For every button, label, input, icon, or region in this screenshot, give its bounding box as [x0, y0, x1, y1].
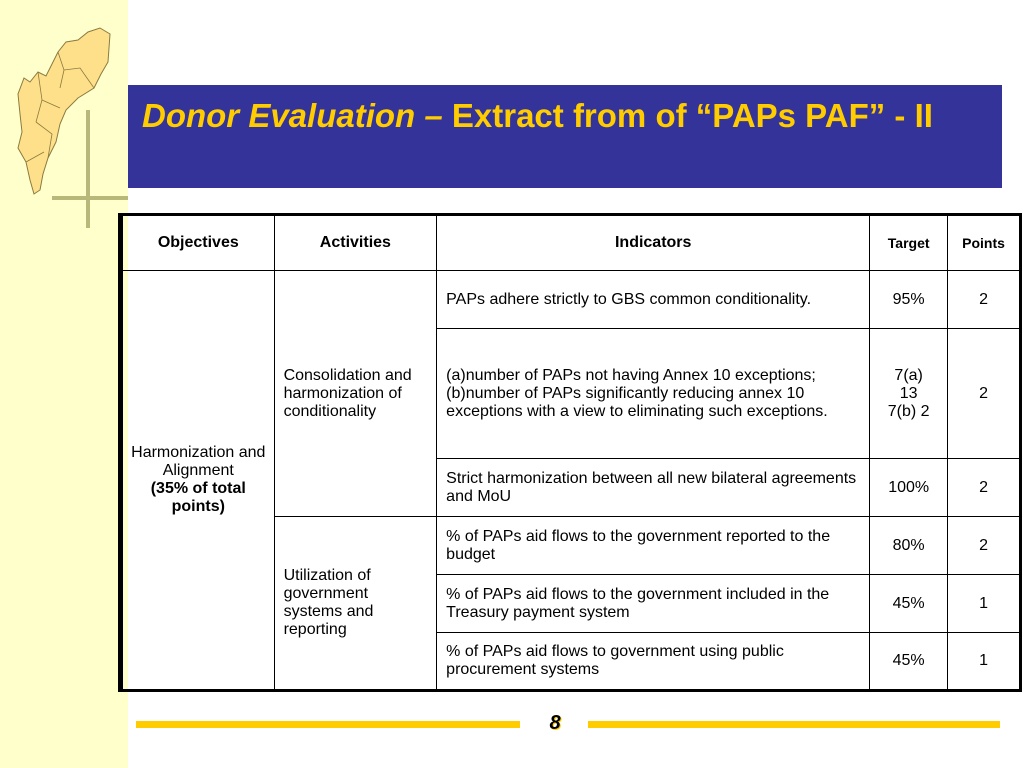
points-cell: 2 [948, 271, 1021, 329]
paf-table [118, 213, 1022, 692]
header-points: Points [948, 215, 1021, 271]
target-b: 7(b) 2 [887, 402, 930, 420]
target-cell: 80% [870, 517, 948, 575]
target-a: 7(a) [894, 366, 923, 384]
objective-weight: (35% of total points) [150, 480, 246, 515]
points-cell: 2 [948, 517, 1021, 575]
target-cell: 95% [870, 271, 948, 329]
decorative-vertical-line [86, 110, 90, 228]
target-cell: 45% [870, 633, 948, 691]
indicator-cell: % of PAPs aid flows to government using public procurement systems [437, 633, 870, 691]
indicator-b: (b)number of PAPs significantly reducing annex 10 exceptions with a view to eliminating such exceptions. [446, 384, 828, 420]
title-regular: Extract from of “PAPs PAF” - II [442, 97, 933, 134]
objective-label: Harmonization and Alignment [131, 444, 266, 479]
points-cell: 1 [948, 575, 1021, 633]
header-activities: Activities [274, 215, 437, 271]
indicator-a: (a)number of PAPs not having Annex 10 exceptions; [446, 366, 816, 384]
mozambique-map-icon [8, 22, 118, 197]
footer-line-right [588, 721, 1000, 728]
target-cell: 100% [870, 459, 948, 517]
activity-cell: Utilization of government systems and reporting [274, 517, 437, 691]
indicator-cell: % of PAPs aid flows to the government reported to the budget [437, 517, 870, 575]
header-indicators: Indicators [437, 215, 870, 271]
table-row [121, 271, 1021, 329]
indicator-cell: PAPs adhere strictly to GBS common conditionality. [437, 271, 870, 329]
indicator-cell: % of PAPs aid flows to the government included in the Treasury payment system [437, 575, 870, 633]
header-target: Target [870, 215, 948, 271]
objective-cell [121, 271, 275, 691]
title-italic: Donor Evaluation – [142, 97, 443, 134]
footer-line-left [136, 721, 520, 728]
slide-sidebar [0, 0, 128, 768]
target-a2: 13 [899, 384, 918, 402]
header-objectives: Objectives [121, 215, 275, 271]
slide-title [128, 85, 1002, 188]
activity-cell: Consolidation and harmonization of conditionality [274, 271, 437, 517]
target-cell [870, 329, 948, 459]
decorative-horizontal-line [52, 196, 128, 200]
points-cell: 2 [948, 459, 1021, 517]
points-cell: 2 [948, 329, 1021, 459]
indicator-cell [437, 329, 870, 459]
page-number: 8 [549, 712, 561, 734]
table-header-row [121, 215, 1021, 271]
indicator-cell: Strict harmonization between all new bilateral agreements and MoU [437, 459, 870, 517]
target-cell: 45% [870, 575, 948, 633]
points-cell: 1 [948, 633, 1021, 691]
